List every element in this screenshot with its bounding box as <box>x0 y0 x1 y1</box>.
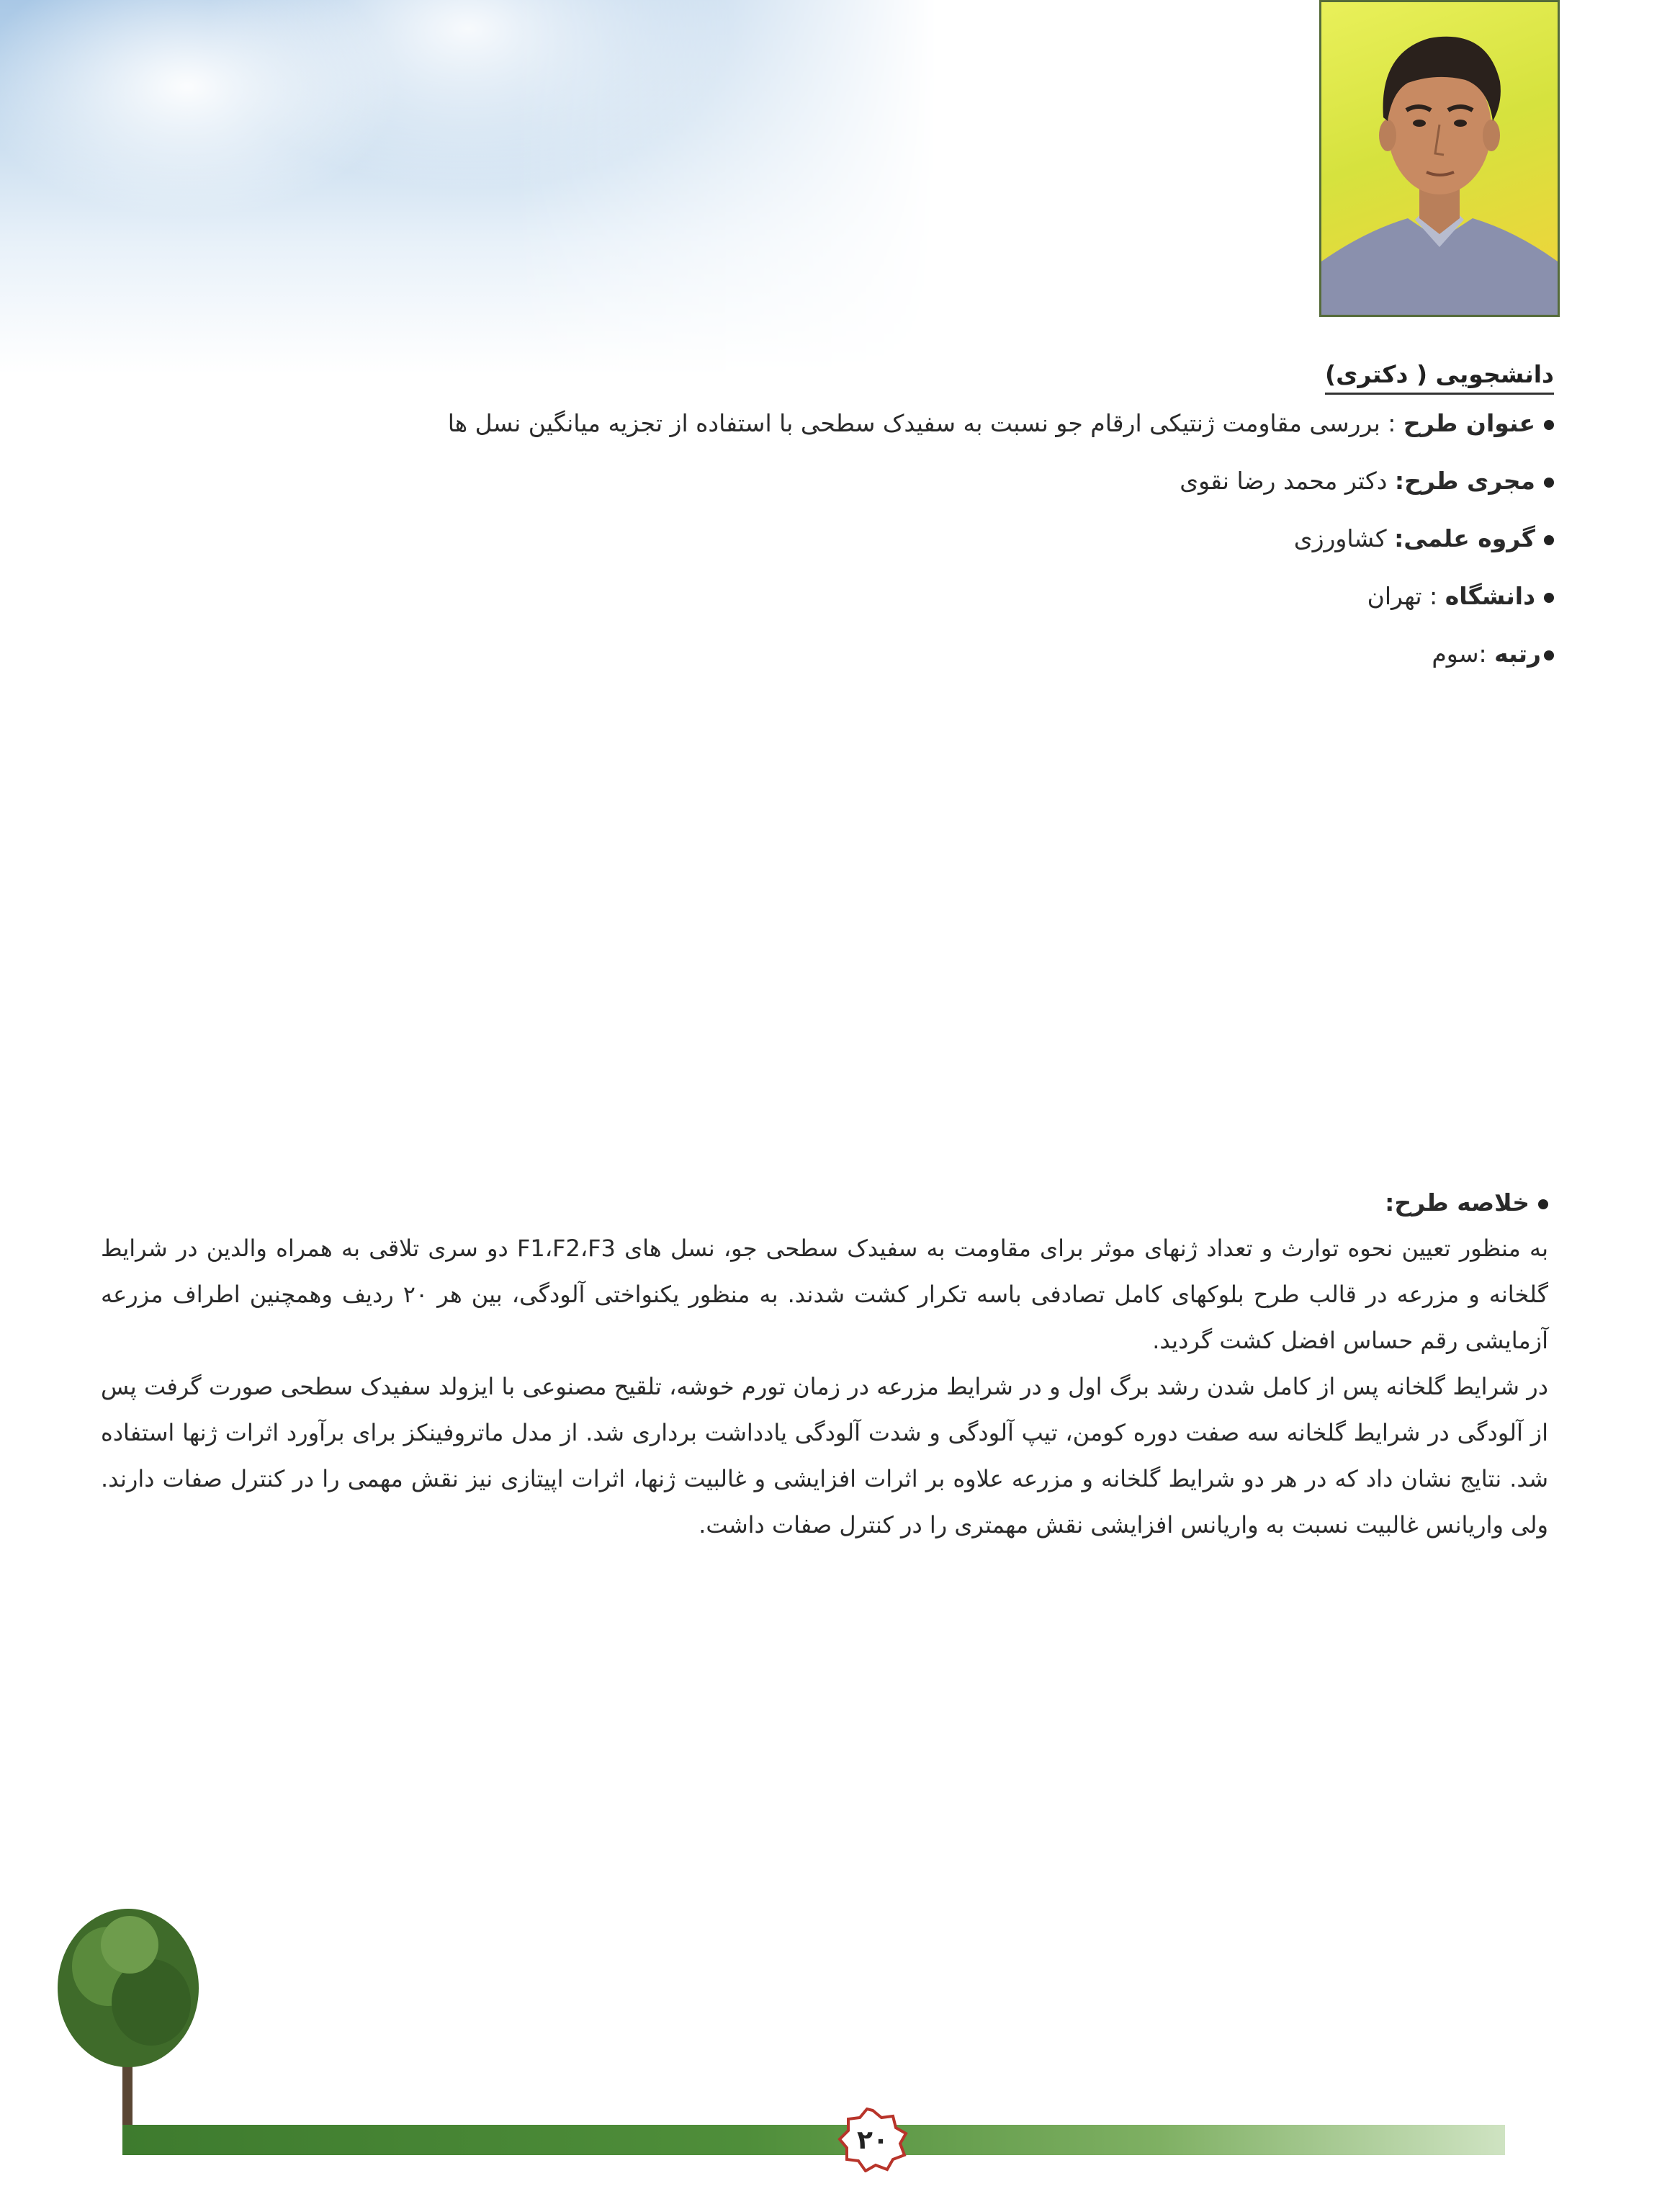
bullet-icon <box>1538 1199 1548 1209</box>
separator: : <box>1421 582 1445 610</box>
project-lead-line <box>186 465 1554 497</box>
bullet-icon <box>1544 478 1554 488</box>
project-summary <box>101 1188 1548 1548</box>
department-line <box>186 523 1554 555</box>
page-number-badge <box>837 2108 909 2172</box>
department-label: گروه علمی: <box>1394 524 1535 552</box>
bullet-icon <box>1544 535 1554 545</box>
project-title-label: عنوان طرح <box>1403 409 1535 437</box>
project-title-line <box>186 408 1554 439</box>
summary-paragraph: به منظور تعیین نحوه توارث و تعداد ژنهای موثر برای مقاومت به سفیدک سطحی جو، نسل های F1،F2،F3 دو سری تلاقی به همراه والدین در شرایط گلخانه و مزرعه در قالب طرح بلوکهای کامل تصادفی باسه تکرار کشت شدند. به منظور یکنواختی آلودگی، بین هر ۲۰ ردیف وهمچنین اطراف مزرعه آزمایشی رقم حساس افضل کشت گردید. <box>101 1235 1549 1354</box>
university-label: دانشگاه <box>1445 582 1535 610</box>
summary-heading: خلاصه طرح: <box>1385 1188 1529 1217</box>
bullet-icon <box>1544 650 1554 660</box>
separator <box>1387 467 1395 495</box>
project-lead-label: مجری طرح: <box>1394 467 1535 495</box>
summary-paragraph: در شرایط گلخانه پس از کامل شدن رشد برگ اول و در شرایط مزرعه در زمان تورم خوشه، تلقیح مصنوعی با ایزولد سفیدک سطحی صورت گرفت پس از آلودگی در شرایط گلخانه سه صفت دوره کومن، تیپ آلودگی و شدت آلودگی یادداشت برداری شد. از مدل ماتروفینکز برای برآورد اثرات ژنها استفاده شد. نتایج نشان داد که در هر دو شرایط گلخانه و مزرعه علاوه بر اثرات افزایشی و غالبیت ژنها، اثرات اپیتازی نیز نقش مهمی را در کنترل صفات دارند. ولی واریانس غالبیت نسبت به واریانس افزایشی نقش مهمتری را در کنترل صفات داشت. <box>101 1373 1548 1539</box>
department-value: کشاورزی <box>1293 524 1387 552</box>
summary-heading-row <box>101 1188 1548 1217</box>
rank-line <box>186 638 1554 670</box>
separator: : <box>1380 409 1403 437</box>
bullet-icon <box>1544 420 1554 430</box>
separator: : <box>1478 640 1495 668</box>
bullet-icon <box>1544 593 1554 603</box>
portrait-photo <box>1319 0 1560 317</box>
project-info <box>186 360 1554 696</box>
project-title-value: بررسی مقاومت ژنتیکی ارقام جو نسبت به سفیدک سطحی با استفاده از تجزیه میانگین نسل ها <box>447 409 1380 437</box>
separator <box>1387 524 1395 552</box>
student-category: دانشجویی ( دکتری) <box>1325 360 1554 395</box>
sky-background <box>0 0 936 375</box>
tree-illustration <box>50 1902 209 2132</box>
university-value: تهران <box>1367 582 1422 610</box>
project-lead-value: دکتر محمد رضا نقوی <box>1180 467 1388 495</box>
rank-value: سوم <box>1432 640 1479 668</box>
footer-bar <box>122 2125 1505 2155</box>
rank-label: رتبه <box>1494 640 1541 668</box>
university-line <box>186 581 1554 612</box>
page-number: ۲۰ <box>857 2125 889 2155</box>
